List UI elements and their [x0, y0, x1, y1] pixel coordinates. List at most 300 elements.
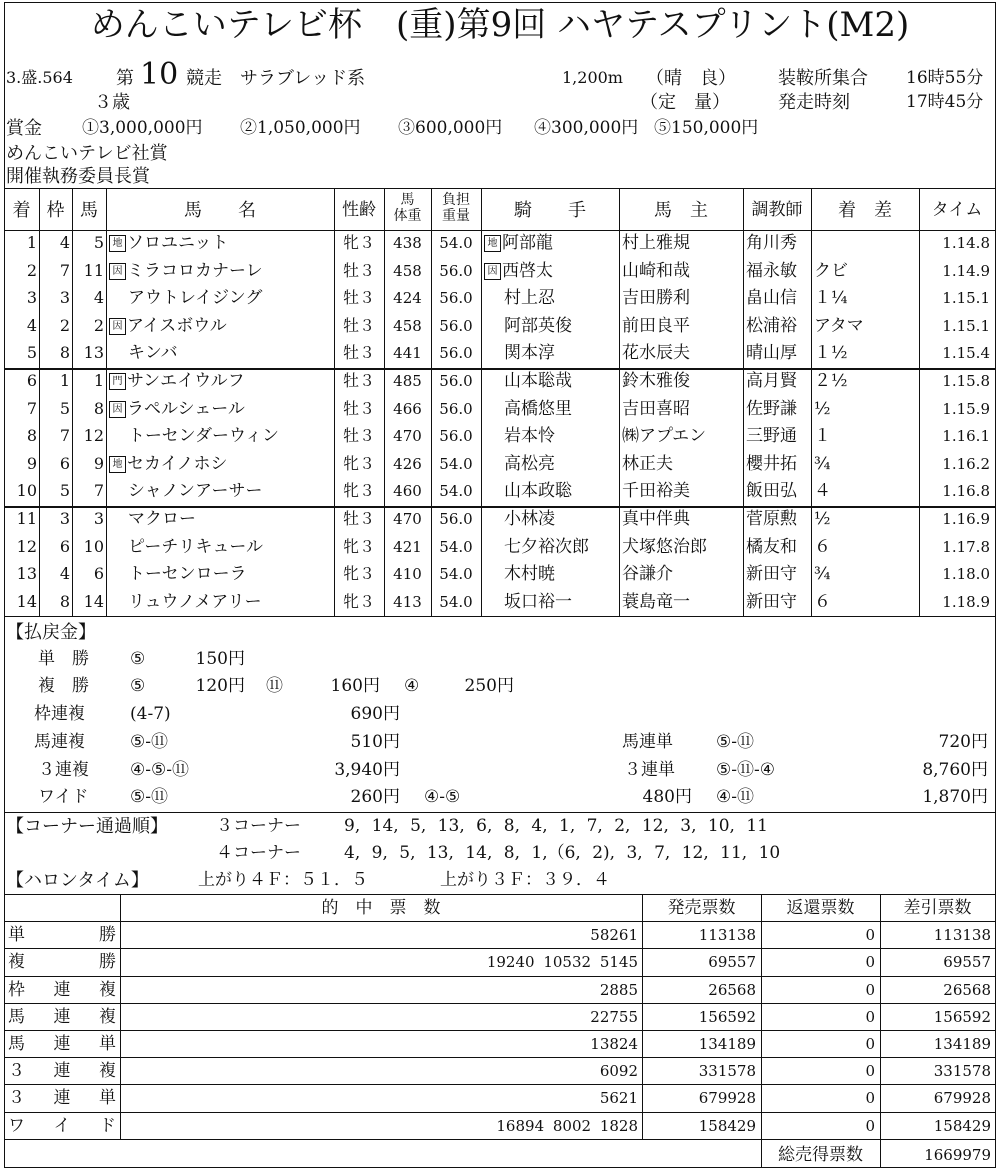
- fukusho-amount-3: 250円: [464, 676, 514, 696]
- margin: ½: [814, 509, 831, 529]
- wide-amount-3: 1,870円: [922, 787, 988, 807]
- net-tickets: 679928: [933, 1089, 991, 1107]
- load-weight: 54.0: [439, 455, 473, 473]
- sales-col-sold: 発売票数: [667, 898, 736, 918]
- finish-time: 1.14.9: [942, 262, 990, 280]
- net-tickets: 156592: [933, 1008, 991, 1026]
- table-row: [0, 594, 1000, 614]
- bracket-number: 4: [59, 564, 70, 583]
- trainer-name: 佐野謙: [746, 399, 797, 419]
- table-row: [0, 539, 1000, 559]
- jockey-cell: [484, 401, 572, 418]
- bet-type: ３ 連 複: [8, 1061, 116, 1081]
- net-tickets: 158429: [933, 1117, 991, 1135]
- jockey-cell: [484, 263, 553, 280]
- sold-tickets: 69557: [708, 953, 756, 971]
- load-weight: 56.0: [439, 372, 473, 390]
- sold-tickets: 113138: [698, 926, 756, 944]
- load-weight: 54.0: [439, 234, 473, 252]
- horse-name: ソロユニット: [127, 233, 229, 253]
- sales-row-line: [4, 1003, 996, 1004]
- body-weight: 438: [393, 234, 422, 252]
- owner-name: 蓑島竜一: [622, 592, 690, 612]
- jockey-name: 山本聡哉: [504, 371, 572, 391]
- col-time: タイム: [931, 200, 983, 220]
- sales-row-line: [4, 948, 996, 949]
- trainer-name: 新田守: [746, 592, 797, 612]
- horse-number: 1: [93, 371, 104, 390]
- wakuren-combo: (4-7): [130, 704, 171, 724]
- body-weight: 424: [393, 289, 422, 307]
- trainer-name: 高月賢: [746, 371, 797, 391]
- sales-row: [0, 954, 1000, 974]
- jockey-name: 高松亮: [504, 454, 555, 474]
- finish-time: 1.15.9: [942, 400, 990, 418]
- wakuren-amount: 690円: [350, 704, 400, 724]
- net-tickets: 331578: [933, 1062, 991, 1080]
- jockey-mark: 因: [484, 263, 501, 280]
- net-tickets: 69557: [943, 953, 991, 971]
- jockey-cell: [484, 594, 572, 611]
- finish-time: 1.16.9: [942, 510, 990, 528]
- bracket-number: 7: [59, 426, 70, 445]
- margin: １: [814, 426, 831, 446]
- bracket-number: 6: [59, 454, 70, 473]
- jockey-name: 高橋悠里: [504, 399, 572, 419]
- wide-amount-2: 480円: [642, 787, 692, 807]
- owner-name: 犬塚悠治郎: [622, 537, 707, 557]
- results-header-line: [4, 230, 996, 231]
- horse-name: トーセンローラ: [128, 564, 247, 584]
- finish-time: 1.15.1: [942, 289, 990, 307]
- finish-time: 1.16.1: [942, 427, 990, 445]
- body-weight: 458: [393, 262, 422, 280]
- col-bracket: 枠: [46, 200, 65, 221]
- frame-bottom: [4, 1167, 996, 1168]
- trainer-name: 松浦裕: [746, 316, 797, 336]
- finish-position: 13: [16, 564, 37, 583]
- saddling-label: 装鞍所集合: [778, 68, 868, 89]
- body-weight: 485: [393, 372, 422, 390]
- load-weight: 56.0: [439, 344, 473, 362]
- jockey-cell: [484, 566, 555, 583]
- body-weight: 421: [393, 538, 422, 556]
- fukusho-combo-3: ④: [404, 676, 420, 696]
- results-group-line: [4, 506, 996, 508]
- hit-tickets: 6092: [599, 1062, 638, 1080]
- col-body-weight-2: 体重: [393, 208, 422, 224]
- frame-top: [4, 2, 996, 3]
- furlong-last3: 上がり３Ｆ：３９．４: [440, 870, 610, 890]
- furlong-last4: 上がり４Ｆ：５１．５: [198, 870, 368, 890]
- wakuren-label: 枠連複: [34, 704, 85, 724]
- bracket-number: 8: [59, 592, 70, 611]
- origin-mark: 因: [109, 401, 126, 418]
- horse-name-cell: [109, 263, 263, 280]
- sales-row: [0, 1118, 1000, 1138]
- finish-position: 14: [16, 592, 37, 611]
- hit-tickets: 19240 10532 5145: [486, 953, 638, 971]
- umaren-amount: 510円: [350, 732, 400, 752]
- horse-name: ラペルシェール: [127, 399, 245, 419]
- results-bottom-line: [4, 616, 996, 617]
- bracket-number: 8: [59, 343, 70, 362]
- hit-tickets: 2885: [599, 981, 638, 999]
- sales-col-hits: 的 中 票 数: [321, 898, 441, 918]
- table-row: [0, 401, 1000, 421]
- prize-4: ④300,000円: [534, 118, 639, 138]
- finish-time: 1.14.8: [942, 234, 990, 252]
- sales-row: [0, 1063, 1000, 1083]
- origin-mark: 門: [109, 373, 126, 390]
- sex-age: 牝３: [342, 481, 375, 500]
- hit-tickets: 58261: [590, 926, 638, 944]
- margin: ４: [814, 481, 831, 501]
- margin: １¼: [814, 288, 848, 308]
- jockey-name: 坂口裕一: [504, 592, 572, 612]
- owner-name: 鈴木雅俊: [622, 371, 690, 391]
- sold-tickets: 26568: [708, 981, 756, 999]
- sex-age: 牡３: [342, 426, 375, 445]
- horse-name: アイスボウル: [127, 316, 227, 336]
- horse-name-cell: [109, 373, 245, 390]
- prize-5: ⑤150,000円: [654, 118, 759, 138]
- fukusho-combo-2: ⑪: [266, 676, 283, 696]
- table-row: [0, 235, 1000, 255]
- trainer-name: 菅原勲: [746, 509, 797, 529]
- total-value: 1669979: [924, 1146, 991, 1164]
- hit-tickets: 22755: [590, 1008, 638, 1026]
- fukusho-label: 複 勝: [38, 676, 89, 696]
- sex-age: 牝３: [342, 454, 375, 473]
- sanrenpuku-label: ３連複: [38, 760, 89, 780]
- horse-name-cell: [109, 290, 262, 307]
- owner-name: 谷謙介: [622, 564, 673, 584]
- table-row: [0, 428, 1000, 448]
- load-weight: 54.0: [439, 482, 473, 500]
- corner-header: 【コーナー通過順】: [6, 816, 168, 837]
- trainer-name: 角川秀: [746, 233, 797, 253]
- fukusho-amount-1: 120円: [195, 676, 245, 696]
- table-row: [0, 566, 1000, 586]
- horse-name-cell: [109, 345, 178, 362]
- horse-number: 8: [93, 399, 104, 418]
- sales-col-net: 差引票数: [903, 898, 972, 918]
- horse-number: 14: [83, 592, 104, 611]
- refund-tickets: 0: [865, 981, 875, 999]
- horse-number: 10: [83, 537, 104, 556]
- finish-time: 1.18.9: [942, 593, 990, 611]
- horse-number: 7: [93, 481, 104, 500]
- bet-type: ワ イ ド: [8, 1116, 116, 1136]
- origin-mark: 地: [109, 456, 126, 473]
- jockey-cell: [484, 318, 572, 335]
- body-weight: 410: [393, 565, 422, 583]
- body-weight: 458: [393, 317, 422, 335]
- jockey-name: 村上忍: [504, 288, 555, 308]
- horse-name-cell: [109, 456, 227, 473]
- sales-row-line: [4, 921, 996, 922]
- owner-name: 山崎和哉: [622, 261, 690, 281]
- col-sex-age: 性齢: [342, 200, 376, 220]
- sales-row: [0, 927, 1000, 947]
- tansho-combo: ⑤: [130, 649, 146, 669]
- finish-position: 7: [26, 399, 37, 418]
- bracket-number: 2: [59, 316, 70, 335]
- refund-tickets: 0: [865, 1117, 875, 1135]
- bracket-number: 5: [59, 481, 70, 500]
- margin: ¾: [814, 564, 831, 584]
- col-horse-name: 馬 名: [184, 200, 256, 221]
- corner-3-order: 9, 14, 5, 13, 6, 8, 4, 1, 7, 2, 12, 3, 10, 11: [344, 816, 769, 836]
- distance: 1,200m: [562, 68, 623, 87]
- bet-type: 複 勝: [8, 952, 116, 972]
- sanrentan-combo: ⑤-⑪-④: [716, 760, 775, 780]
- bracket-number: 6: [59, 537, 70, 556]
- refund-tickets: 0: [865, 926, 875, 944]
- horse-number: 4: [93, 288, 104, 307]
- margin: ６: [814, 592, 831, 612]
- horse-name: マクロー: [128, 509, 196, 529]
- finish-position: 2: [26, 261, 37, 280]
- wide-label: ワイド: [38, 787, 89, 807]
- total-label: 総売得票数: [778, 1145, 863, 1165]
- sex-age: 牡３: [342, 288, 375, 307]
- results-top-line: [4, 188, 996, 189]
- sanrenpuku-combo: ④-⑤-⑪: [130, 760, 189, 780]
- horse-name: サンエイウルフ: [127, 371, 245, 391]
- bracket-number: 5: [59, 399, 70, 418]
- horse-name: アウトレイジング: [128, 288, 263, 308]
- hit-tickets: 5621: [599, 1089, 638, 1107]
- sales-row: [0, 982, 1000, 1002]
- body-weight: 470: [393, 510, 422, 528]
- sex-age: 牝３: [342, 564, 375, 583]
- load-weight: 56.0: [439, 317, 473, 335]
- trainer-name: 畠山信: [746, 288, 797, 308]
- results-group-line: [4, 368, 996, 370]
- trainer-name: 櫻井拓: [746, 454, 797, 474]
- trainer-name: 飯田弘: [746, 481, 797, 501]
- horse-name-cell: [109, 594, 262, 611]
- owner-name: 吉田勝利: [622, 288, 690, 308]
- jockey-cell: [484, 511, 555, 528]
- margin: ½: [814, 399, 831, 419]
- col-horse-no: 馬: [80, 200, 98, 221]
- jockey-cell: [484, 428, 555, 445]
- finish-position: 5: [26, 343, 37, 362]
- course-code: 3.盛.564: [6, 68, 73, 87]
- sales-row-line: [4, 1084, 996, 1085]
- load-weight: 54.0: [439, 538, 473, 556]
- col-finish: 着: [12, 200, 31, 221]
- bet-type: 馬 連 複: [8, 1007, 116, 1027]
- finish-position: 11: [16, 509, 37, 528]
- sales-row-line: [4, 976, 996, 977]
- sold-tickets: 156592: [698, 1008, 756, 1026]
- jockey-cell: [484, 539, 589, 556]
- horse-number: 2: [93, 316, 104, 335]
- horse-name: リュウノメアリー: [128, 592, 262, 612]
- body-weight: 470: [393, 427, 422, 445]
- jockey-name: 関本淳: [504, 343, 555, 363]
- horse-name-cell: [109, 483, 262, 500]
- horse-name-cell: [109, 566, 247, 583]
- bet-type: ３ 連 単: [8, 1088, 116, 1108]
- bracket-number: 3: [59, 288, 70, 307]
- prize-label: 賞金: [6, 118, 42, 139]
- wide-combo-1: ⑤-⑪: [130, 787, 168, 807]
- corner-4-order: 4, 9, 5, 13, 14, 8, 1,（6, 2), 3, 7, 12, 11, 10: [344, 843, 781, 863]
- umatan-label: 馬連単: [622, 732, 673, 752]
- prize-3: ③600,000円: [398, 118, 503, 138]
- refund-tickets: 0: [865, 1062, 875, 1080]
- finish-time: 1.18.0: [942, 565, 990, 583]
- sex-age: 牝３: [342, 537, 375, 556]
- horse-name-cell: [109, 428, 279, 445]
- horse-number: 13: [83, 343, 104, 362]
- net-tickets: 113138: [933, 926, 991, 944]
- body-weight: 441: [393, 344, 422, 362]
- table-row: [0, 345, 1000, 365]
- owner-name: 吉田喜昭: [622, 399, 690, 419]
- sex-age: 牡３: [342, 343, 375, 362]
- sex-age: 牡３: [342, 316, 375, 335]
- furlong-header: 【ハロンタイム】: [6, 870, 149, 891]
- finish-position: 8: [26, 426, 37, 445]
- horse-name: セカイノホシ: [127, 454, 228, 474]
- trainer-name: 晴山厚: [746, 343, 797, 363]
- breed: サラブレッド系: [240, 68, 366, 89]
- load-weight: 56.0: [439, 510, 473, 528]
- margin: ６: [814, 537, 831, 557]
- jockey-name: 木村暁: [504, 564, 555, 584]
- owner-name: 前田良平: [622, 316, 690, 336]
- finish-time: 1.16.2: [942, 455, 990, 473]
- horse-number: 5: [93, 233, 104, 252]
- col-margin: 着 差: [838, 200, 892, 221]
- race-number: 10: [140, 57, 179, 92]
- bracket-number: 7: [59, 261, 70, 280]
- bet-type: 単 勝: [8, 925, 116, 945]
- table-row: [0, 373, 1000, 393]
- wide-combo-2: ④-⑤: [424, 787, 461, 807]
- bet-type: 枠 連 複: [8, 980, 116, 1000]
- sold-tickets: 158429: [698, 1117, 756, 1135]
- sales-row-line: [4, 894, 996, 895]
- finish-position: 9: [26, 454, 37, 473]
- trainer-name: 新田守: [746, 564, 797, 584]
- fukusho-amount-2: 160円: [330, 676, 380, 696]
- sanrentan-amount: 8,760円: [922, 760, 988, 780]
- jockey-cell: [484, 345, 555, 362]
- umaren-label: 馬連複: [34, 732, 85, 752]
- finish-position: 4: [26, 316, 37, 335]
- finish-time: 1.15.1: [942, 317, 990, 335]
- finish-position: 12: [16, 537, 37, 556]
- horse-name: ピーチリキュール: [128, 537, 263, 557]
- race-prefix: 第: [116, 68, 134, 89]
- sex-age: 牡３: [342, 399, 375, 418]
- origin-mark: 因: [109, 263, 126, 280]
- horse-name: シャノンアーサー: [128, 481, 263, 501]
- margin: ¾: [814, 454, 831, 474]
- col-jockey: 騎 手: [514, 200, 586, 221]
- sales-row-line: [4, 1030, 996, 1031]
- horse-number: 11: [83, 261, 104, 280]
- finish-position: 3: [26, 288, 37, 307]
- weight-rule: （定 量）: [640, 92, 730, 113]
- sanrenpuku-amount: 3,940円: [334, 760, 400, 780]
- load-weight: 56.0: [439, 262, 473, 280]
- owner-name: 真中伴典: [622, 509, 690, 529]
- jockey-name: 山本政聡: [504, 481, 572, 501]
- finish-position: 6: [26, 371, 37, 390]
- owner-name: 花水辰夫: [622, 343, 690, 363]
- page-title: めんこいテレビ杯 (重)第9回 ハヤテスプリント(M2): [90, 5, 910, 45]
- jockey-mark: 地: [484, 235, 501, 252]
- sold-tickets: 134189: [698, 1035, 756, 1053]
- refund-tickets: 0: [865, 953, 875, 971]
- horse-name: トーセンダーウィン: [128, 426, 279, 446]
- post-time: 17時45分: [906, 92, 984, 112]
- net-tickets: 26568: [943, 981, 991, 999]
- trainer-name: 三野通: [746, 426, 797, 446]
- owner-name: 村上雅規: [622, 233, 690, 253]
- jockey-name: 阿部龍: [502, 233, 553, 253]
- bracket-number: 1: [59, 371, 70, 390]
- owner-name: 千田裕美: [622, 481, 690, 501]
- load-weight: 54.0: [439, 565, 473, 583]
- hit-tickets: 13824: [590, 1035, 638, 1053]
- prize-1: ①3,000,000円: [82, 118, 203, 138]
- body-weight: 426: [393, 455, 422, 473]
- sex-age: 牡３: [342, 261, 375, 280]
- fukusho-combo-1: ⑤: [130, 676, 146, 696]
- load-weight: 56.0: [439, 289, 473, 307]
- col-owner: 馬 主: [654, 200, 708, 221]
- sales-row-line: [4, 1139, 996, 1140]
- col-trainer: 調教師: [751, 200, 803, 220]
- trainer-name: 福永敏: [746, 261, 797, 281]
- col-body-weight-1: 馬: [400, 192, 415, 208]
- table-row: [0, 483, 1000, 503]
- origin-mark: 地: [109, 235, 126, 252]
- horse-name-cell: [109, 539, 263, 556]
- owner-name: ㈱アプエン: [622, 426, 707, 446]
- horse-number: 12: [83, 426, 104, 445]
- payout-header: 【払戻金】: [6, 622, 96, 643]
- finish-position: 10: [16, 481, 37, 500]
- finish-time: 1.15.8: [942, 372, 990, 390]
- refund-tickets: 0: [865, 1089, 875, 1107]
- horse-name-cell: [109, 511, 196, 528]
- table-row: [0, 456, 1000, 476]
- sex-age: 牝３: [342, 592, 375, 611]
- col-load-2: 重量: [442, 208, 470, 224]
- jockey-cell: [484, 373, 572, 390]
- bet-type: 馬 連 単: [8, 1034, 116, 1054]
- jockey-cell: [484, 456, 555, 473]
- saddling-time: 16時55分: [906, 68, 984, 88]
- sales-row: [0, 1090, 1000, 1110]
- horse-name: キンバ: [128, 343, 178, 363]
- horse-number: 6: [93, 564, 104, 583]
- sales-row: [0, 1036, 1000, 1056]
- wide-amount-1: 260円: [350, 787, 400, 807]
- sold-tickets: 679928: [698, 1089, 756, 1107]
- horse-number: 9: [93, 454, 104, 473]
